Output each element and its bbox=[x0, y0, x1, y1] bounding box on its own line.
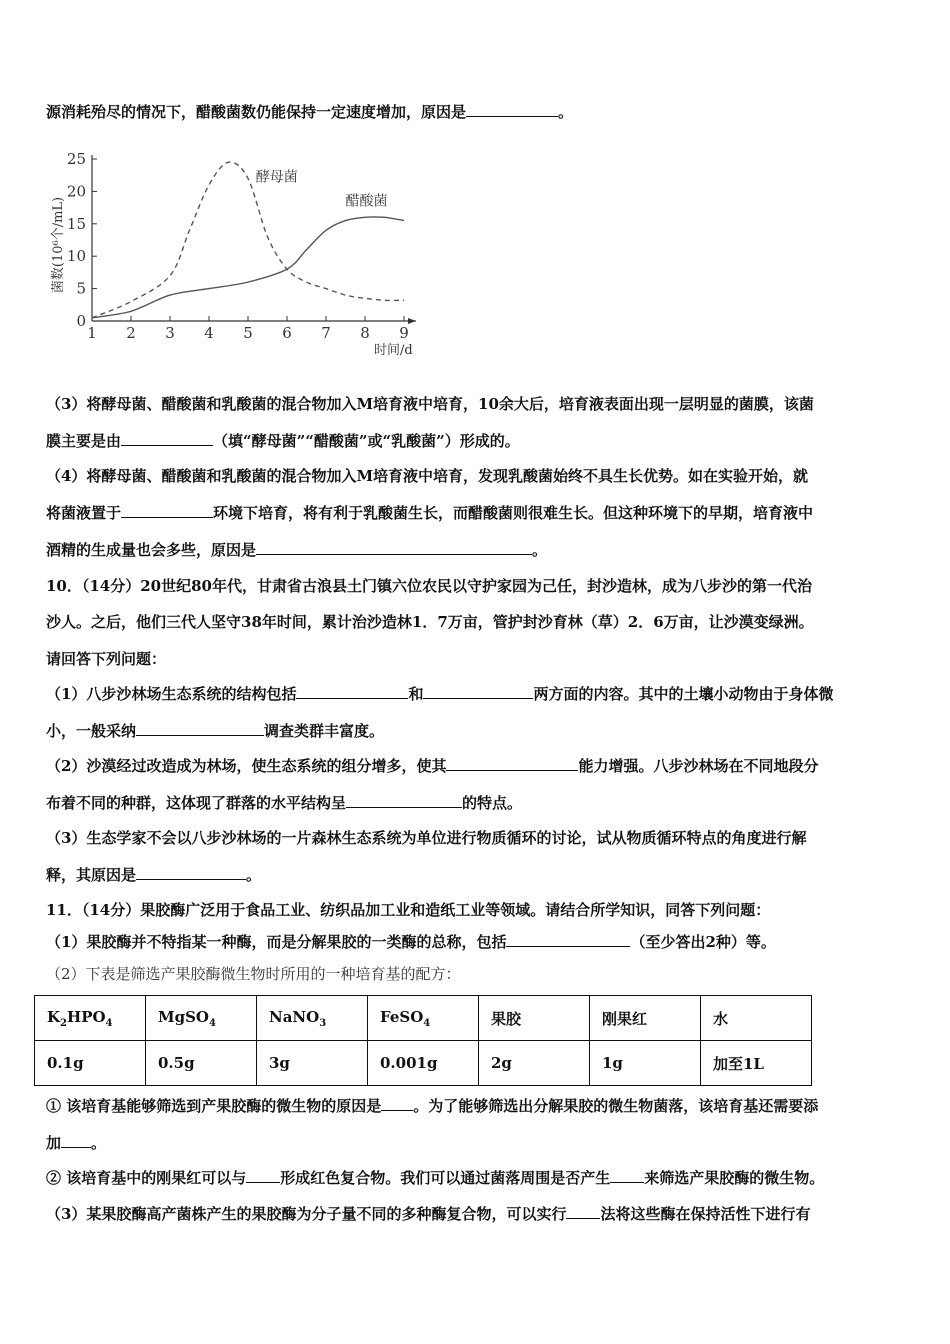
q10-1-text-a2: 和 bbox=[408, 685, 424, 703]
q9-3-text-a: （3）将酵母菌、醋酸菌和乳酸菌的混合物加入M培育液中培育，10余大后，培育液表面出现一层明显的菌膜，该菌 bbox=[46, 395, 814, 413]
q11-1-line-a bbox=[46, 931, 910, 953]
q9-4-text-b1: 将菌液置于 bbox=[46, 504, 122, 522]
answer-blank[interactable] bbox=[466, 102, 558, 117]
q11-3-text-a1: （3）某果胶酶高产菌株产生的果胶酶为分子量不同的多种酶复合物，可以实行 bbox=[46, 1205, 567, 1223]
q9-4-line-c bbox=[46, 539, 910, 561]
q9-3-text-b1: 膜主要是由 bbox=[46, 432, 122, 450]
q11-line-a bbox=[46, 899, 910, 921]
q10-1-line-b bbox=[46, 720, 910, 742]
q11-2-line-a bbox=[46, 963, 910, 985]
x-axis-label: 时间/d bbox=[374, 343, 413, 358]
series-label-acetic: 醋酸菌 bbox=[345, 193, 388, 210]
period: 。 bbox=[532, 541, 548, 559]
y-tick-label: 5 bbox=[76, 279, 86, 298]
answer-blank[interactable] bbox=[296, 684, 408, 699]
q10-3-text-b1: 释，其原因是 bbox=[46, 866, 137, 884]
q11-2-1-line-a bbox=[46, 1095, 910, 1117]
q10-1-text-b1: 小，一般采纳 bbox=[46, 722, 137, 740]
q11-2-1-line-b bbox=[46, 1132, 910, 1154]
table-cell: 0.5g bbox=[146, 1041, 257, 1086]
table-header-cell: 果胶 bbox=[479, 996, 590, 1041]
q9-3-line-a bbox=[46, 393, 910, 415]
q10-line-b bbox=[46, 611, 910, 633]
q11-2-1-text-a2: 。为了能够筛选出分解果胶的微生物菌落，该培育基还需要添 bbox=[413, 1097, 819, 1115]
y-tick-label: 15 bbox=[66, 214, 86, 233]
table-cell: 0.1g bbox=[35, 1041, 146, 1086]
period: 。 bbox=[558, 103, 574, 121]
table-header-row bbox=[35, 996, 812, 1041]
q10-1-text-a1: （1）八步沙林场生态系统的结构包括 bbox=[46, 685, 297, 703]
x-tick-label: 1 bbox=[87, 324, 97, 342]
answer-blank[interactable] bbox=[246, 1168, 280, 1183]
answer-blank[interactable] bbox=[381, 1096, 413, 1111]
q10-2-line-a bbox=[46, 755, 910, 777]
answer-blank[interactable] bbox=[346, 793, 462, 808]
table-header-cell: 水 bbox=[701, 996, 812, 1041]
q11-3-line-a bbox=[46, 1203, 910, 1225]
q10-2-text-a2: 能力增强。八步沙林场在不同地段分 bbox=[578, 757, 819, 775]
q10-2-line-b bbox=[46, 792, 910, 814]
table-cell: 1g bbox=[590, 1041, 701, 1086]
q10-3-line-a bbox=[46, 827, 910, 849]
q9-intro-line bbox=[46, 101, 910, 123]
table-header-cell: MgSO$_4$ bbox=[146, 996, 257, 1041]
table-value-row bbox=[35, 1041, 812, 1086]
x-tick-label: 4 bbox=[204, 324, 214, 342]
chart-ticks bbox=[67, 150, 409, 342]
q9-4-text-a: （4）将酵母菌、醋酸菌和乳酸菌的混合物加入M培育液中培育，发现乳酸菌始终不具生长优势。如在实验开始，就 bbox=[46, 467, 809, 485]
x-tick-label: 2 bbox=[126, 324, 136, 342]
x-tick-label: 6 bbox=[282, 324, 292, 342]
q10-1-line-a bbox=[46, 683, 910, 705]
x-axis-arrow bbox=[408, 318, 416, 324]
q11-2-2-line-a bbox=[46, 1167, 910, 1189]
series-line-acetic bbox=[92, 217, 404, 318]
answer-blank[interactable] bbox=[506, 932, 630, 947]
x-tick-label: 8 bbox=[360, 324, 370, 342]
table-header-cell: 刚果红 bbox=[590, 996, 701, 1041]
answer-blank[interactable] bbox=[61, 1133, 91, 1148]
q11-2-2-text-a2: 形成红色复合物。我们可以通过菌落周围是否产生 bbox=[280, 1169, 611, 1187]
q10-2-text-b2: 的特点。 bbox=[462, 794, 523, 812]
q10-3-text-a: （3）生态学家不会以八步沙林场的一片森林生态系统为单位进行物质循环的讨论，试从物质循环特点的角度进行解 bbox=[46, 829, 807, 847]
q11-2-2-text-a1: ② 该培育基中的刚果红可以与 bbox=[46, 1169, 247, 1187]
answer-blank[interactable] bbox=[256, 540, 532, 555]
x-tick-label: 5 bbox=[243, 324, 253, 342]
q9-4-text-c1: 酒精的生成量也会多些，原因是 bbox=[46, 541, 257, 559]
answer-blank[interactable] bbox=[121, 431, 213, 446]
x-tick-label: 3 bbox=[165, 324, 175, 342]
answer-blank[interactable] bbox=[610, 1168, 644, 1183]
q9-4-line-b bbox=[46, 502, 910, 524]
q11-2-text-a: （2）下表是筛选产果胶酶微生物时所用的一种培育基的配方： bbox=[46, 965, 461, 983]
q10-3-line-b bbox=[46, 864, 910, 886]
answer-blank[interactable] bbox=[423, 684, 533, 699]
chart-series bbox=[92, 162, 404, 318]
q10-text-c: 请回答下列问题： bbox=[46, 650, 167, 668]
answer-blank[interactable] bbox=[121, 503, 213, 518]
answer-blank[interactable] bbox=[136, 865, 246, 880]
y-axis-label: 菌数(10⁶个/mL) bbox=[51, 196, 66, 294]
q11-2-2-text-a3: 来筛选产果胶酶的微生物。 bbox=[644, 1169, 825, 1187]
table-cell: 2g bbox=[479, 1041, 590, 1086]
answer-blank[interactable] bbox=[136, 721, 264, 736]
period: 。 bbox=[246, 866, 262, 884]
y-tick-label: 0 bbox=[76, 312, 86, 330]
q11-3-text-a2: 法将这些酶在保持活性下进行有 bbox=[600, 1205, 811, 1223]
q10-text-a: 10．（14分）20世纪80年代，甘肃省古浪县土门镇六位农民以守护家园为己任，封沙造林，成为八步沙的第一代治 bbox=[46, 577, 813, 595]
table-header-cell: FeSO$_4$ bbox=[368, 996, 479, 1041]
q11-1-text-a2: （至少答出2种）等。 bbox=[630, 933, 776, 951]
x-tick-label: 7 bbox=[321, 324, 331, 342]
q10-2-text-b1: 布着不同的种群，这体现了群落的水平结构呈 bbox=[46, 794, 347, 812]
q9-3-text-b2: （填“酵母菌”“醋酸菌”或“乳酸菌”）形成的。 bbox=[213, 432, 520, 450]
series-label-yeast: 酵母菌 bbox=[255, 169, 298, 186]
table-cell: 加至1L bbox=[701, 1041, 812, 1086]
q11-1-text-a1: （1）果胶酶并不特指某一种酶，而是分解果胶的一类酶的总称，包括 bbox=[46, 933, 507, 951]
table-cell: 0.001g bbox=[368, 1041, 479, 1086]
table-header-cell: $K_2HPO_4$ bbox=[35, 996, 146, 1041]
table-cell: 3g bbox=[257, 1041, 368, 1086]
q9-3-line-b bbox=[46, 430, 910, 452]
q11-2-1-text-b1: 加 bbox=[46, 1134, 62, 1152]
q9-4-text-b2: 环境下培育，将有利于乳酸菌生长，而醋酸菌则很难生长。但这种环境下的早期，培育液中 bbox=[213, 504, 814, 522]
q10-2-text-a1: （2）沙漠经过改造成为林场，使生态系统的组分增多，使其 bbox=[46, 757, 447, 775]
q11-text-a: 11．（14分）果胶酶广泛用于食品工业、纺织品加工业和造纸工业等领域。请结合所学知识，同答下列问题： bbox=[46, 901, 771, 919]
q10-1-text-b2: 调查类群丰富度。 bbox=[264, 722, 385, 740]
answer-blank[interactable] bbox=[566, 1204, 600, 1219]
table-header-cell: NaNO$_3$ bbox=[257, 996, 368, 1041]
y-tick-label: 10 bbox=[66, 247, 86, 266]
q9-intro-text: 源消耗殆尽的情况下，醋酸菌数仍能保持一定速度增加，原因是 bbox=[46, 103, 467, 121]
q10-line-a bbox=[46, 575, 910, 597]
period: 。 bbox=[91, 1134, 107, 1152]
q11-2-1-text-a1: ① 该培育基能够筛选到产果胶酶的微生物的原因是 bbox=[46, 1097, 382, 1115]
answer-blank[interactable] bbox=[446, 756, 578, 771]
q10-line-c bbox=[46, 648, 910, 670]
medium-recipe-table bbox=[34, 995, 812, 1086]
bacteria-growth-chart bbox=[40, 145, 430, 360]
q10-1-text-a3: 两方面的内容。其中的土壤小动物由于身体微 bbox=[533, 685, 834, 703]
y-tick-label: 20 bbox=[66, 182, 86, 201]
y-tick-label: 25 bbox=[66, 150, 86, 168]
q10-text-b: 沙人。之后，他们三代人坚守38年时间，累计治沙造林1．7万亩，管护封沙育林（草）2．6万亩，让沙漠变绿洲。 bbox=[46, 613, 814, 631]
series-line-yeast bbox=[92, 162, 404, 318]
q9-4-line-a bbox=[46, 465, 910, 487]
x-tick-label: 9 bbox=[399, 324, 409, 342]
